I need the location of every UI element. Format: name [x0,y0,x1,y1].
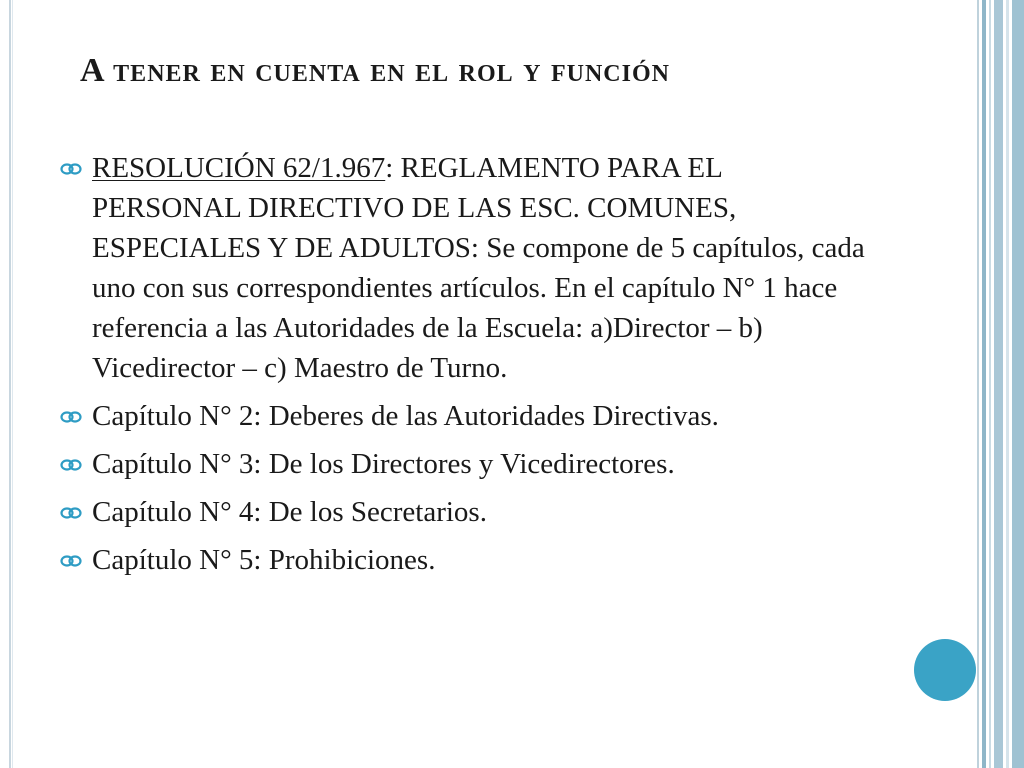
decorative-stripe [1012,0,1024,768]
decorative-stripe [1006,0,1009,768]
slide-title: A tener en cuenta en el rol y función [80,52,670,89]
link-chain-icon [60,457,82,473]
list-item [60,148,870,388]
decorative-stripe [994,0,1003,768]
decorative-stripe [989,0,991,768]
link-chain-icon [60,161,82,177]
bullet-text: Capítulo N° 3: De los Directores y Vicedirectores. [92,448,675,480]
left-border-line [9,0,11,768]
bullet-text: : REGLAMENTO PARA EL PERSONAL DIRECTIVO DE LAS ESC. COMUNES, ESPECIALES Y DE ADULTOS: Se compone de 5 capítulos, cada uno con sus correspondientes artículos. En el capítulo N° 1 hace referencia a las Autoridades de la Escuela: a)Director – b) Vicedirector – c) Maestro de Turno. [92,152,865,384]
resolution-reference: RESOLUCIÓN 62/1.967 [92,152,386,184]
list-item [60,444,870,484]
decorative-stripe [982,0,986,768]
bullet-list [60,148,870,588]
circle-icon [914,639,976,701]
bullet-text: Capítulo N° 5: Prohibiciones. [92,544,436,576]
bullet-text: Capítulo N° 2: Deberes de las Autoridades Directivas. [92,400,719,432]
link-chain-icon [60,505,82,521]
link-chain-icon [60,409,82,425]
list-item [60,396,870,436]
left-border-line-inner [12,0,13,768]
list-item [60,540,870,580]
bullet-text: Capítulo N° 4: De los Secretarios. [92,496,487,528]
link-chain-icon [60,553,82,569]
decorative-stripe [977,0,979,768]
list-item [60,492,870,532]
